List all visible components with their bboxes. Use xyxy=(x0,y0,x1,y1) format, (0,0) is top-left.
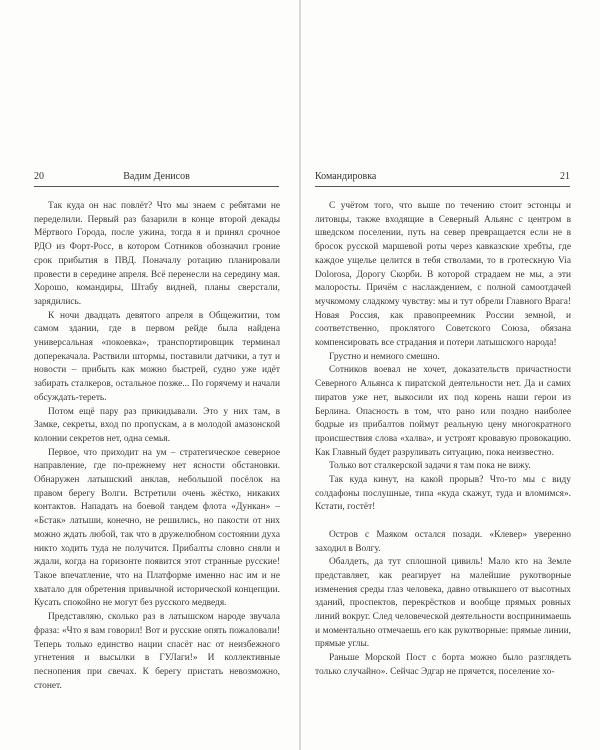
body-text xyxy=(34,200,280,693)
page-number: 21 xyxy=(560,171,570,182)
body-text xyxy=(315,200,571,680)
paragraph: Потом ещё пару раз прикидывали. Это у них там, в Замке, секреты, вход по пропускам, а в молодой амазонской колонии секретов нет, одна семья. xyxy=(34,406,280,444)
paragraph: С учётом того, что выше по течению стоит эстонцы и литовцы, также входящие в Северный Альянс с центром в шведском поселении, путь на север превращается если не в бросок русской маршевой роты через кавказские хребты, где каждое ущелье целится в тебя стволами, то в гротескную Via Dolorosa, Дорогу Скорби. В которой страдаем не мы, а эти малоросты. Причём с наслаждением, с полной самоотдачей мучкомому сладкому чувству: мы и тут обрели Главного Врага! Новая Россия, как правопреемник России земной, и соответственно, проклятого Советского Союза, обязана компенсировать все страдания и потери латышского народа! xyxy=(315,201,571,349)
paragraph: Грустно и немного смешно. xyxy=(329,351,440,362)
running-head: Командировка xyxy=(315,171,377,182)
paragraph: Сотников воевал не хочет, доказательств причастности Северного Альянса к пиратской деятельности нет. Да и самих пиратов уже нет, выкосили их под корень наши герои из Берлина. Опасность в том, что рано или поздно наиболее бодрые из прибалтов поймут реальную цену многократного происшествия слова «халва», и устроят кровавую провокацию. Как Главный будет разруливать ситуацию, пока неизвестно. xyxy=(315,365,571,458)
right-page-header xyxy=(315,170,570,184)
left-page-header xyxy=(34,170,279,184)
header-rule xyxy=(315,186,570,187)
paragraph: Только вот сталкерской задачи я там пока не вижу. xyxy=(329,461,531,472)
running-head: Вадим Денисов xyxy=(123,171,190,182)
paragraph: Остров с Маяком остался позади. «Клевер» уверенно заходил в Волгу. xyxy=(315,529,571,554)
paragraph: Представляю, сколько раз в латышском народе звучала фраза: «Что я вам говорил! Вот и русские опять пожаловали! Теперь только единство нации спасёт нас от неизбежного угнетения и высылки в ГУЛаги!» И коллективные песнопения при свечах. К берегу пристать невозможно, стонет. xyxy=(34,612,280,691)
paragraph: Так куда он нас повлёт? Что мы знаем с ребятами не переделили. Первый раз базарили в конце второй декады Мёртвого Города, после ужина, тогда я и принял срочное РДО из Форт-Росс, в котором Сотников обозначил гроние срок прибытия в ПВД. Поначалу ротацию планировали провести в середине апреля. Всё перенесли на середину мая. Хорошо, командиры, Штабу видней, планы сверстали, зарядились. xyxy=(34,201,280,307)
paragraph: Раньше Морской Пост с борта можно было разглядеть только случайно». Сейчас Эдгар не прячется, поселение хо- xyxy=(315,653,571,677)
header-rule xyxy=(34,186,279,187)
paragraph: К ночи двадцать девятого апреля в Общежитии, том самом здании, где в первом рейде была найдена универсальная «покоевка», транспортировщик терминал доперекачала. Раствили штормы, поставили датчики, а тут и новости – прибыть как можно быстрей, судно уже идёт забирать сталкеров, остальное позже... По горячему и начали обсуждать-тереть. xyxy=(34,310,280,403)
page-number: 20 xyxy=(34,171,44,182)
right-page xyxy=(301,0,600,750)
paragraph: Так куда кинут, на какой прорыв? Что-то мы с виду солдафоны послушные, типа «куда скажут, туда и вломимся». Кстати, гостёт! xyxy=(315,475,571,513)
paragraph: Первое, что приходит на ум – стратегическое северное направление, где по-прежнему нет ясности обстановки. Обнаружен латышский анклав, небольшой посёлок на правом берегу Волги. Встретили очень жёстко, никаких контактов. Нападать на боевой тандем флота «Дункан» – «Бстак» латыши, конечно, не решились, но пакости от них можно ждать любой, так что в дружелюбном состоянии духа никто ходить туда не получится. Прибалты словно сняли и ждали, когда на горизонте появится этот странные русские! Такое впечатление, что на Платформе именно нас им и не хватало для обретения привычной исторической концепции. Кусать спокойно не могут без русского медведя. xyxy=(34,447,280,609)
paragraph: Обалдеть, да тут сплошной цивиль! Мало кто на Земле представляет, как реагирует на малейшие рукотворные изменения среды глаз человека, давно отвыкшего от высотных зданий, проспектов, перекрёстков и вообще прямых ровных линий вокруг. След человеческой деятельности воспринимаешь и моментально отмечаешь его как рукотворные: прямые линии, прямые углы. xyxy=(315,557,571,650)
left-page xyxy=(0,0,299,750)
